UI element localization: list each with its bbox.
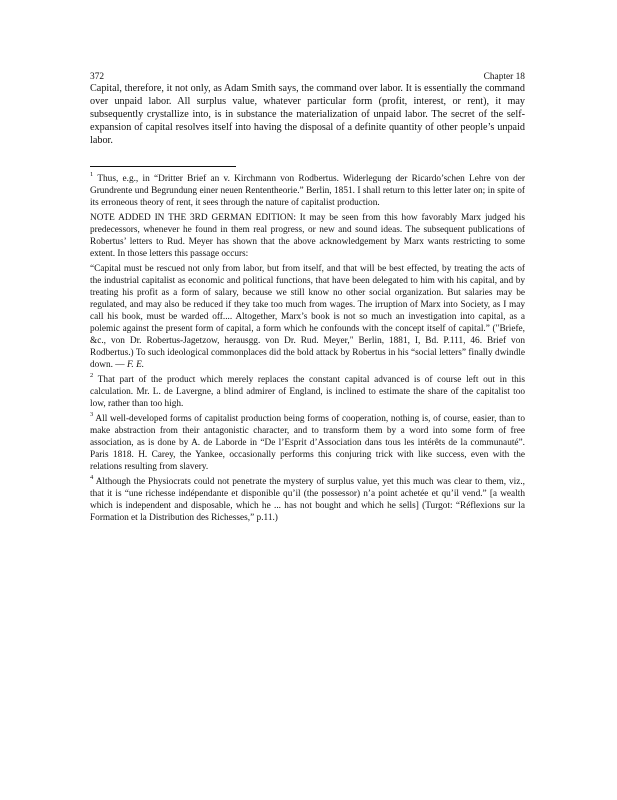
footnote-4 xyxy=(90,473,526,524)
quote-text: “Capital must be rescued not only from labor, but from itself, and that will be best effected, by treating the acts of the industrial capitalist as economic and political functions, that have been delegated to him with his capital, and by treating his profit as a form of salary, because we still know no other social organization. But salaries may be regulated, and may also be reduced if they take too much from wages. The irruption of Marx into Society, as I may call his book, must be warded off.... Altogether, Marx’s book is not so much an investigation into capital, as a polemic against the present form of capital, a form which he confounds with the concept itself of capital.” ("Briefe, &c., von Dr. Robertus-Jagetzow, herausgg. von Dr. Rud. Meyer," Berlin, 1881, I, Bd. P.111, 46. Brief von Rodbertus.) To such ideological commonplaces did the bold attack by Robertus in his “social letters” finally dwindle down. — xyxy=(90,264,525,370)
body-paragraph: Capital, therefore, it not only, as Adam Smith says, the command over labor. It is essentially the command over unpaid labor. All surplus value, whatever particular form (profit, interest, or rent), it may subsequently crystallize into, is in substance the materialization of unpaid labor. The secret of the self-expansion of capital resolves itself into having the disposal of a definite quantity of other people’s unpaid labor. xyxy=(90,83,525,146)
quote-signature: F. E. xyxy=(126,360,145,370)
footnote-marker: 3 xyxy=(90,410,94,418)
footnote-1 xyxy=(90,170,526,209)
footnote-text: Thus, e.g., in “Dritter Brief an v. Kirchmann von Rodbertus. Widerlegung der Ricardo’schen Lehre von der Grundrente und Begrundung einer neuen Rententheorie.” Berlin, 1851. I shall return to this letter later on; in spite of its erroneous theory of rent, it sees through the nature of capitalist production. xyxy=(90,174,526,208)
footnote-2 xyxy=(90,371,526,410)
editor-note: NOTE ADDED IN THE 3RD GERMAN EDITION: It may be seen from this how favorably Marx judged his predecessors, whenever he found in them real progress, or new and sound ideas. The subsequent publications of Robertus’ letters to Rud. Meyer has shown that the above acknowledgement by Marx wants restricting to some extent. In those letters this passage occurs: xyxy=(90,213,525,259)
page-number: 372 xyxy=(90,72,105,82)
footnote-text: That part of the product which merely replaces the constant capital advanced is of course left out in this calculation. Mr. L. de Lavergne, a blind admirer of England, is inclined to estimate the share of the capitalist too low, rather than too high. xyxy=(90,375,526,409)
footnote-marker: 4 xyxy=(90,473,94,481)
footnote-divider xyxy=(90,166,236,167)
footnotes-section xyxy=(90,170,526,527)
footnote-text: All well-developed forms of capitalist production being forms of cooperation, nothing is, of course, easier, than to make abstraction from their antagonistic character, and to transform them by a word into some form of free association, as is done by A. de Laborde in “De l’Esprit d’Association dans tous les intérêts de la communauté”. Paris 1818. H. Carey, the Yankee, occasionally performs this conjuring trick with like success, even with the relations resulting from slavery. xyxy=(90,414,525,472)
block-quote xyxy=(90,263,525,371)
footnote-marker: 2 xyxy=(90,371,94,379)
footnote-marker: 1 xyxy=(90,170,94,178)
footnote-text: Although the Physiocrats could not penetrate the mystery of surplus value, yet this much was clear to them, viz., that it is “une richesse indépendante et disponible qu’il (the possessor) n’a point achetée et qu’il vend.” [a wealth which is independent and disposable, which he ... has not bought and which he sells] (Turgot: “Réflexions sur la Formation et la Distribution des Richesses,” p.11.) xyxy=(90,477,526,523)
footnote-3 xyxy=(90,410,525,473)
chapter-label: Chapter 18 xyxy=(483,72,525,82)
